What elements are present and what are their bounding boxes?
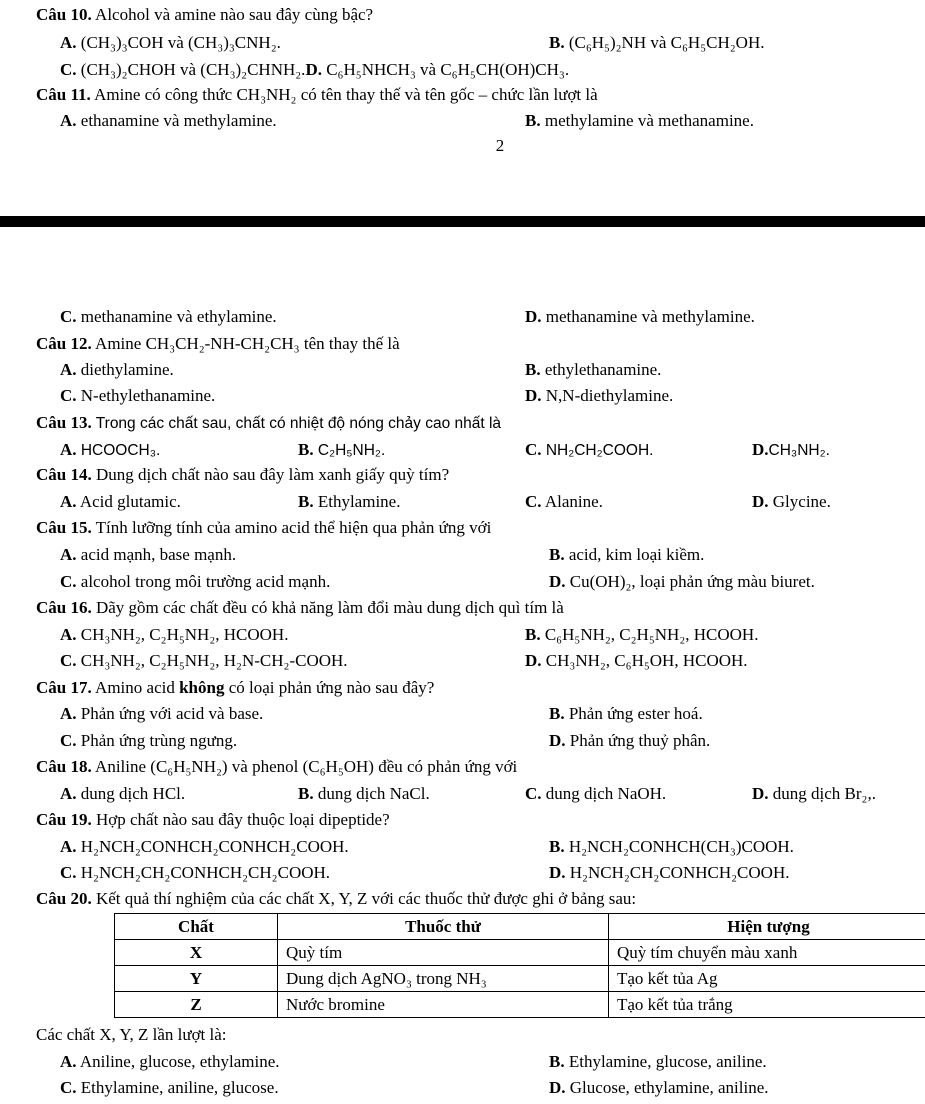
table-cell: Quỳ tím chuyển màu xanh bbox=[609, 940, 925, 966]
results-table bbox=[114, 913, 925, 1018]
q11-option-b: B. methylamine và methanamine. bbox=[525, 111, 754, 130]
table-header-row bbox=[115, 914, 925, 940]
table-header: Thuốc thử bbox=[278, 914, 609, 940]
question-16: Câu 16. Dãy gồm các chất đều có khả năng làm đổi màu dung dịch quì tím là bbox=[36, 598, 564, 617]
q17-option-a: A. Phản ứng với acid và base. bbox=[60, 704, 264, 723]
q10-option-b: B. (C₆H₅)₂NH và C₆H₅CH₂OH. bbox=[549, 33, 765, 52]
table-cell: X bbox=[115, 940, 278, 966]
q16-option-d: D. CH₃NH₂, C₆H₅OH, HCOOH. bbox=[525, 651, 748, 670]
q19-option-d: D. H₂NCH₂CH₂CONHCH₂COOH. bbox=[549, 863, 790, 882]
q11-option-d: D. methanamine và methylamine. bbox=[525, 307, 755, 326]
q18-option-d: D. dung dịch Br₂,. bbox=[752, 784, 876, 803]
q17-option-b: B. Phản ứng ester hoá. bbox=[549, 704, 703, 723]
q10-option-d-label: D. bbox=[305, 60, 322, 79]
table-cell: Tạo kết tủa Ag bbox=[609, 966, 925, 992]
q11-option-a: A. ethanamine và methylamine. bbox=[60, 111, 277, 130]
q16-option-c: C. CH₃NH₂, C₂H₅NH₂, H₂N-CH₂-COOH. bbox=[60, 651, 348, 670]
question-15: Câu 15. Tính lưỡng tính của amino acid thể hiện qua phản ứng với bbox=[36, 518, 492, 537]
q20-option-a: A. Aniline, glucose, ethylamine. bbox=[60, 1052, 280, 1071]
q13-option-c: C. NH₂CH₂COOH. bbox=[525, 440, 654, 459]
q13-option-b: B. C₂H₅NH₂. bbox=[298, 440, 386, 459]
question-14: Câu 14. Dung dịch chất nào sau đây làm xanh giấy quỳ tím? bbox=[36, 465, 450, 484]
question-13: Câu 13. Trong các chất sau, chất có nhiệt độ nóng chảy cao nhất là bbox=[36, 413, 502, 432]
table-cell: Nước bromine bbox=[278, 992, 609, 1018]
q17-option-d: D. Phản ứng thuỷ phân. bbox=[549, 731, 711, 750]
q15-option-d: D. Cu(OH)₂, loại phản ứng màu biuret. bbox=[549, 572, 815, 591]
table-cell: Quỳ tím bbox=[278, 940, 609, 966]
q20-option-d: D. Glucose, ethylamine, aniline. bbox=[549, 1078, 769, 1097]
table-cell: Dung dịch AgNO₃ trong NH₃ bbox=[278, 966, 609, 992]
q16-option-b: B. C₆H₅NH₂, C₂H₅NH₂, HCOOH. bbox=[525, 625, 759, 644]
question-10: Câu 10. Alcohol và amine nào sau đây cùng bậc? bbox=[36, 5, 374, 24]
table-header: Hiện tượng bbox=[609, 914, 925, 940]
q12-option-d: D. N,N-diethylamine. bbox=[525, 386, 674, 405]
q15-option-a: A. acid mạnh, base mạnh. bbox=[60, 545, 237, 564]
q15-option-c: C. alcohol trong môi trường acid mạnh. bbox=[60, 572, 331, 591]
q15-option-b: B. acid, kim loại kiềm. bbox=[549, 545, 705, 564]
q18-option-c: C. dung dịch NaOH. bbox=[525, 784, 667, 803]
table-header: Chất bbox=[115, 914, 278, 940]
q10-option-d: C₆H₅NHCH₃ và C₆H₅CH(OH)CH₃. bbox=[321, 60, 570, 79]
table-row bbox=[115, 940, 925, 966]
table-row bbox=[115, 992, 925, 1018]
q14-option-b: B. Ethylamine. bbox=[298, 492, 401, 511]
q16-option-a: A. CH₃NH₂, C₂H₅NH₂, HCOOH. bbox=[60, 625, 289, 644]
question-18: Câu 18. Aniline (C₆H₅NH₂) và phenol (C₆H₅OH) đều có phản ứng với bbox=[36, 757, 518, 776]
q12-option-b: B. ethylethanamine. bbox=[525, 360, 662, 379]
page-number: 2 bbox=[495, 136, 505, 155]
q17-option-c: C. Phản ứng trùng ngưng. bbox=[60, 731, 238, 750]
table-cell: Y bbox=[115, 966, 278, 992]
q14-option-c: C. Alanine. bbox=[525, 492, 603, 511]
q19-option-a: A. H₂NCH₂CONHCH₂CONHCH₂COOH. bbox=[60, 837, 349, 856]
q11-option-c: C. methanamine và ethylamine. bbox=[60, 307, 277, 326]
question-11: Câu 11. Amine có công thức CH₃NH₂ có tên thay thế và tên gốc – chức lần lượt là bbox=[36, 85, 598, 104]
q20-option-b: B. Ethylamine, glucose, aniline. bbox=[549, 1052, 767, 1071]
q13-option-a: A. HCOOCH₃. bbox=[60, 440, 161, 459]
q19-option-c: C. H₂NCH₂CH₂CONHCH₂CH₂COOH. bbox=[60, 863, 331, 882]
q20-followup: Các chất X, Y, Z lần lượt là: bbox=[36, 1025, 227, 1044]
q12-option-a: A. diethylamine. bbox=[60, 360, 174, 379]
question-20: Câu 20. Kết quả thí nghiệm của các chất X, Y, Z với các thuốc thử được ghi ở bảng sau: bbox=[36, 889, 637, 908]
table-cell: Tạo kết tủa trắng bbox=[609, 992, 925, 1018]
q19-option-b: B. H₂NCH₂CONHCH(CH₃)COOH. bbox=[549, 837, 794, 856]
q20-option-c: C. Ethylamine, aniline, glucose. bbox=[60, 1078, 279, 1097]
q12-option-c: C. N-ethylethanamine. bbox=[60, 386, 216, 405]
q18-option-b: B. dung dịch NaCl. bbox=[298, 784, 430, 803]
q10-option-c: C. (CH₃)₂CHOH và (CH₃)₂CHNH₂.D. C₆H₅NHCH₃ và C₆H₅CH(OH)CH₃. bbox=[60, 60, 570, 79]
q14-option-d: D. Glycine. bbox=[752, 492, 831, 511]
q13-option-d: D.CH₃NH₂. bbox=[752, 440, 830, 459]
q18-option-a: A. dung dịch HCl. bbox=[60, 784, 186, 803]
table-row bbox=[115, 966, 925, 992]
question-12: Câu 12. Amine CH₃CH₂-NH-CH₂CH₃ tên thay thế là bbox=[36, 334, 400, 353]
table-cell: Z bbox=[115, 992, 278, 1018]
q10-option-a: A. (CH₃)₃COH và (CH₃)₃CNH₂. bbox=[60, 33, 281, 52]
question-19: Câu 19. Hợp chất nào sau đây thuộc loại dipeptide? bbox=[36, 810, 390, 829]
q14-option-a: A. Acid glutamic. bbox=[60, 492, 181, 511]
page-break-bar bbox=[0, 216, 925, 227]
question-17: Câu 17. Amino acid không có loại phản ứng nào sau đây? bbox=[36, 678, 435, 697]
